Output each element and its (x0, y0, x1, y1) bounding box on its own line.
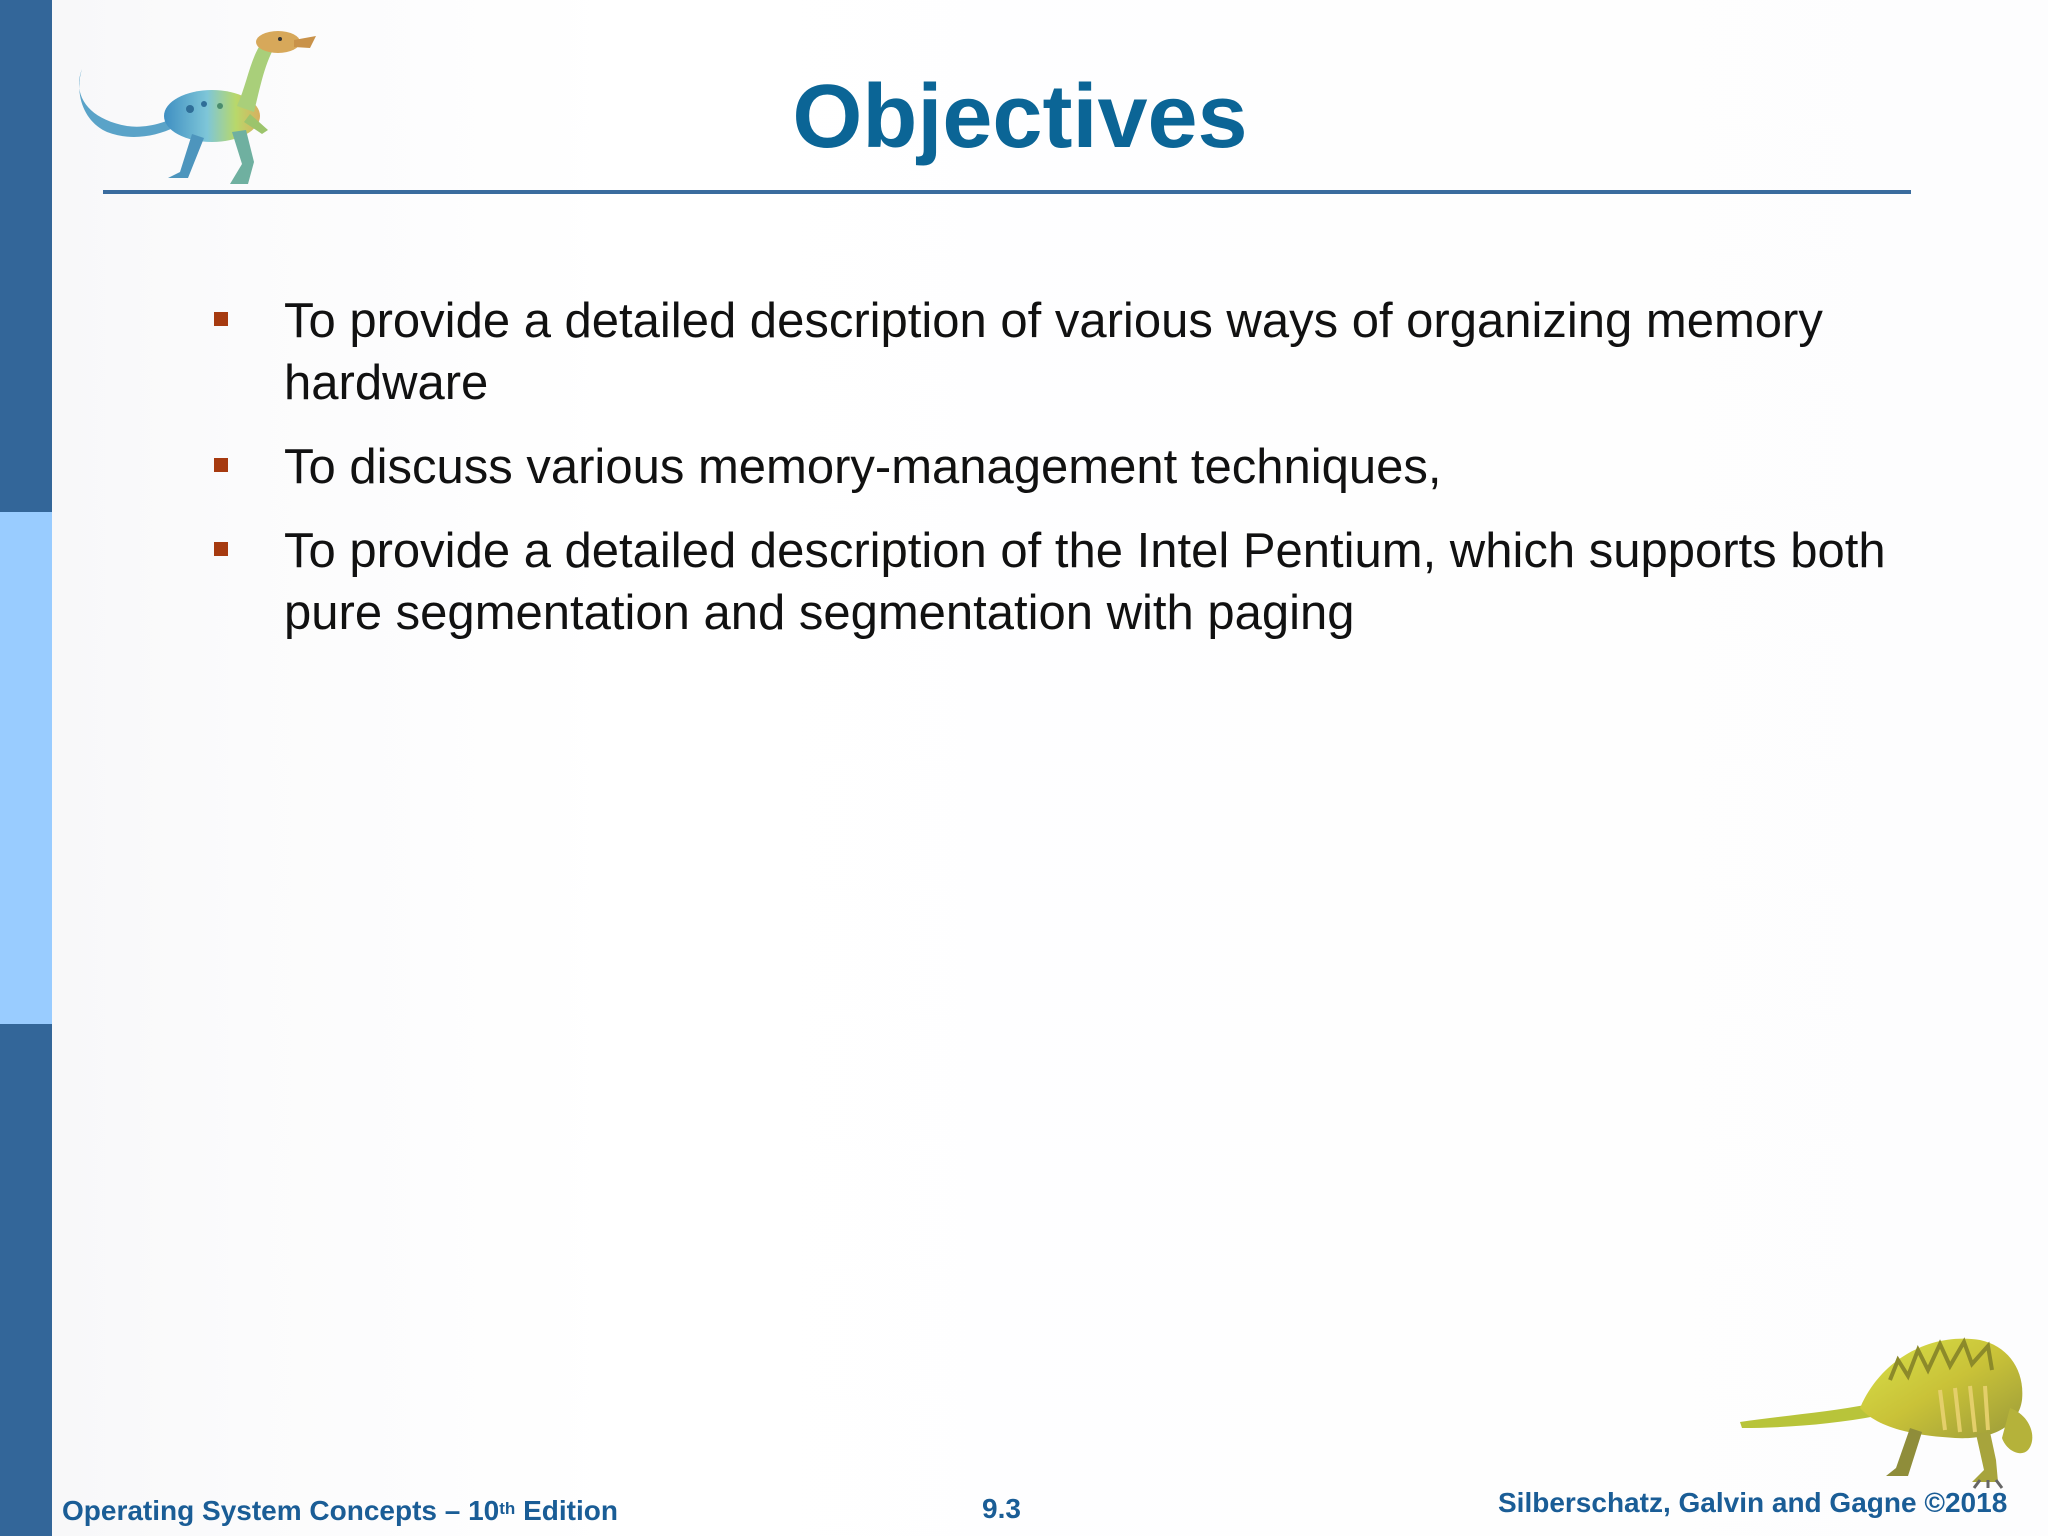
square-bullet-icon (214, 542, 228, 556)
dinosaur-icon (1740, 1320, 2040, 1490)
footer-book-title (62, 1494, 618, 1528)
title-divider (103, 190, 1911, 194)
bullet-text: To discuss various memory-management techniques, (284, 440, 1442, 494)
dinosaur-icon (72, 14, 322, 194)
left-accent-bar (0, 0, 52, 1536)
accent-bar-segment-top (0, 0, 52, 512)
footer-page-number: 9.3 (982, 1493, 1021, 1524)
footer-edition-superscript: th (499, 1499, 516, 1518)
footer-edition-suffix: Edition (515, 1495, 618, 1526)
square-bullet-icon (214, 312, 228, 326)
footer-book-title-text: Operating System Concepts – 10 (62, 1495, 500, 1526)
list-item (210, 290, 1910, 414)
square-bullet-icon (214, 458, 228, 472)
bullet-text: To provide a detailed description of the Intel Pentium, which supports both pure segmentation and segmentation with paging (284, 524, 1886, 640)
list-item (210, 436, 1910, 498)
footer-copyright: Silberschatz, Galvin and Gagne ©2018 (1498, 1487, 2008, 1518)
objectives-list (210, 290, 1910, 666)
accent-bar-segment-bottom (0, 1024, 52, 1536)
list-item (210, 520, 1910, 644)
slide-title: Objectives (792, 67, 1248, 167)
accent-bar-segment-middle (0, 512, 52, 1024)
bullet-text: To provide a detailed description of various ways of organizing memory hardware (284, 294, 1823, 410)
